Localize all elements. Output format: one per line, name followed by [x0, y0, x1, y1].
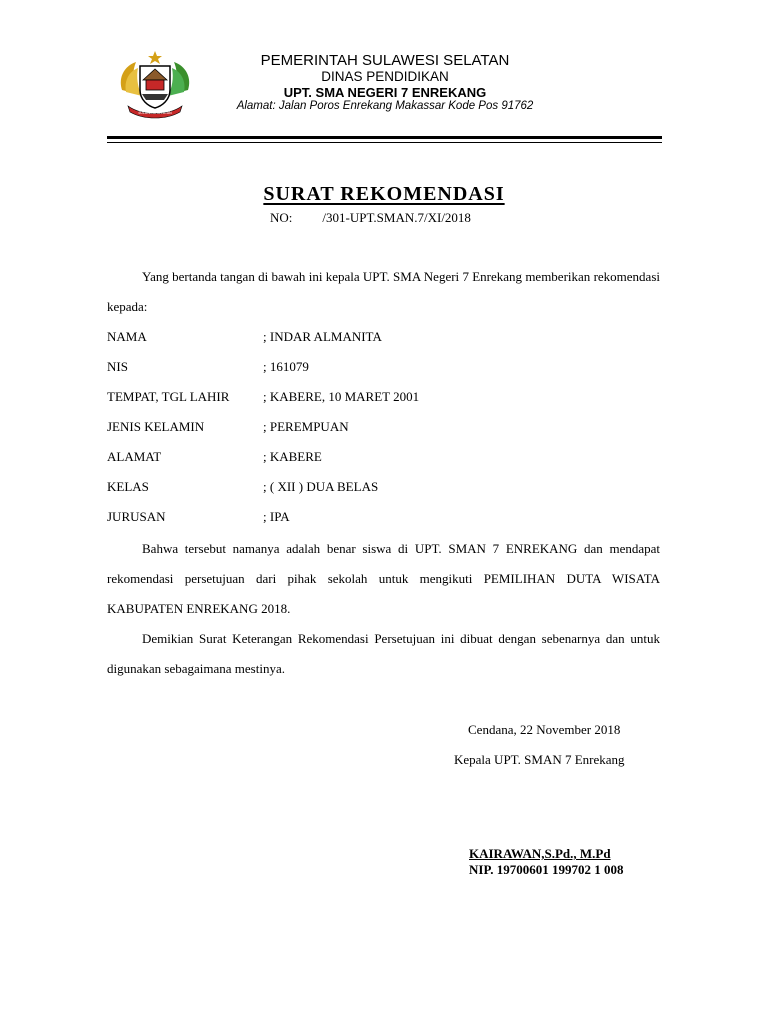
detail-value: ; ( XII ) DUA BELAS	[263, 479, 379, 494]
body-paragraph: Bahwa tersebut namanya adalah benar siswa di UPT. SMAN 7 ENREKANG dan mendapat rekomendasi persetujuan dari pihak sekolah untuk mengikuti PEMILIHAN DUTA WISATA KABUPATEN ENREKANG 2018.	[107, 541, 660, 616]
government-name: PEMERINTAH SULAWESI SELATAN	[260, 52, 510, 69]
detail-row-major	[107, 502, 507, 532]
detail-row-class	[107, 472, 507, 502]
student-details	[107, 322, 507, 532]
detail-value: ; 161079	[263, 359, 309, 374]
detail-value: ; KABERE	[263, 449, 322, 464]
detail-value: ; IPA	[263, 509, 290, 524]
letter-title: SURAT REKOMENDASI	[263, 183, 505, 205]
detail-row-name	[107, 322, 507, 352]
detail-value: ; KABERE, 10 MARET 2001	[263, 389, 420, 404]
signatory-nip: NIP. 19700601 199702 1 008	[469, 862, 624, 877]
sulawesi-selatan-emblem-icon	[114, 50, 196, 120]
header-divider-thin	[107, 142, 662, 143]
detail-label: ALAMAT	[107, 449, 162, 464]
letter-number-label: NO:	[270, 210, 293, 225]
header-divider-thick	[107, 136, 662, 139]
detail-value: ; PEREMPUAN	[263, 419, 349, 434]
signature-position: Kepala UPT. SMAN 7 Enrekang	[454, 752, 625, 767]
signature-place-date: Cendana, 22 November 2018	[468, 722, 621, 737]
detail-row-address	[107, 442, 507, 472]
letter-number-value: /301-UPT.SMAN.7/XI/2018	[322, 210, 471, 225]
detail-row-gender	[107, 412, 507, 442]
opening-paragraph: Yang bertanda tangan di bawah ini kepala UPT. SMA Negeri 7 Enrekang memberikan rekomendasi kepada:	[107, 269, 660, 314]
svg-text:SULAWESI SELATAN: SULAWESI SELATAN	[138, 111, 172, 115]
detail-row-nis	[107, 352, 507, 382]
school-name: UPT. SMA NEGERI 7 ENREKANG	[283, 85, 487, 100]
detail-label: TEMPAT, TGL LAHIR	[107, 389, 230, 404]
detail-row-birth	[107, 382, 507, 412]
detail-label: JENIS KELAMIN	[107, 419, 205, 434]
school-address: Alamat: Jalan Poros Enrekang Makassar Kode Pos 91762	[236, 100, 534, 112]
detail-label: KELAS	[107, 479, 149, 494]
detail-label: NIS	[107, 359, 128, 374]
letter-number	[270, 210, 471, 226]
detail-label: JURUSAN	[107, 509, 166, 524]
detail-label: NAMA	[107, 329, 147, 344]
detail-value: ; INDAR ALMANITA	[263, 329, 382, 344]
signatory-name: KAIRAWAN,S.Pd., M.Pd	[469, 846, 611, 861]
department-name: DINAS PENDIDIKAN	[321, 69, 449, 84]
closing-paragraph: Demikian Surat Keterangan Rekomendasi Persetujuan ini dibuat dengan sebenarnya dan untuk digunakan sebagaimana mestinya.	[107, 631, 660, 676]
